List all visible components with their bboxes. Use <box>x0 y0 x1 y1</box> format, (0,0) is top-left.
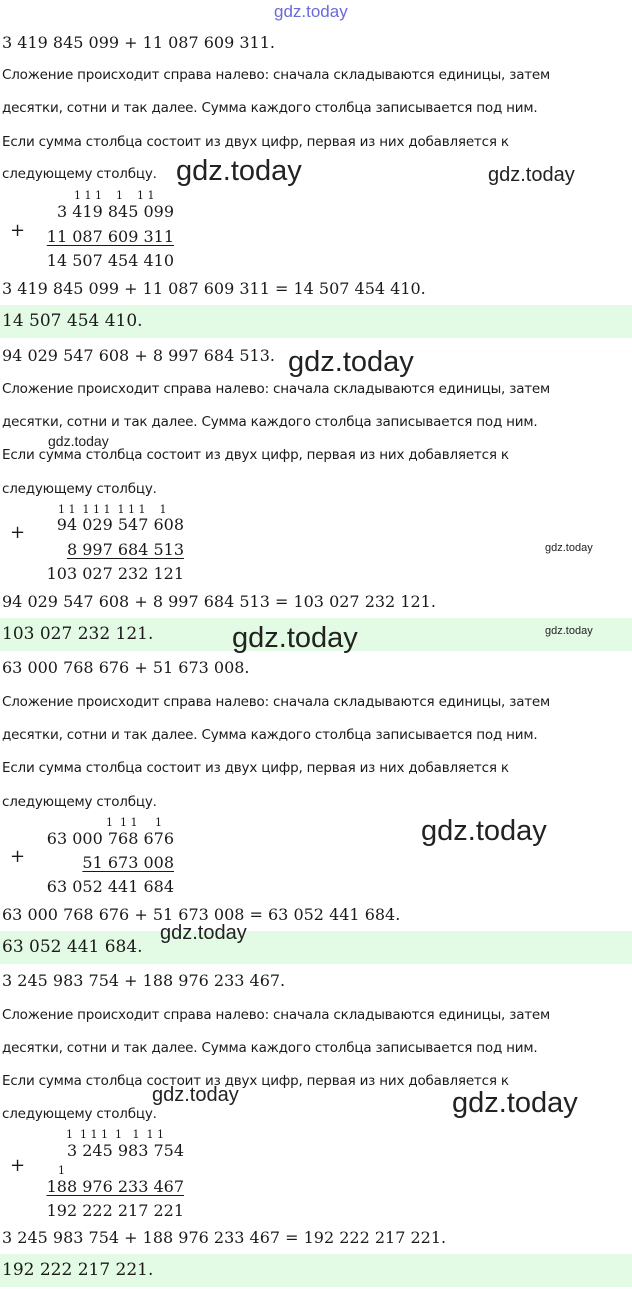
result-2: 94 029 547 608 + 8 997 684 513 = 103 027 232 121. <box>2 592 436 611</box>
answer-row-3 <box>0 931 632 964</box>
addend-a-3: 63 000 768 676 <box>46 829 174 848</box>
plus-sign-3: + <box>10 846 26 867</box>
addend-b-3: 51 673 008 <box>82 853 174 872</box>
explanation-line-3: Если сумма столбца состоит из двух цифр, первая из них добавляется к <box>2 760 509 776</box>
watermark: gdz.today <box>232 622 358 654</box>
explanation-line-4: следующему столбцу. <box>2 1106 157 1122</box>
carry-digits-2: 1 1 1 1 1 1 1 1 1 <box>58 503 167 516</box>
explanation-line-2: десятки, сотни и так далее. Сумма каждого столбца записывается под ним. <box>2 414 538 430</box>
explanation-line-2: десятки, сотни и так далее. Сумма каждого столбца записывается под ним. <box>2 727 538 743</box>
answer-row-1 <box>0 305 632 338</box>
explanation-line-4: следующему столбцу. <box>2 166 157 182</box>
carry-digits-1: 1 1 1 1 1 1 <box>74 189 155 202</box>
task-1: 3 419 845 099 + 11 087 609 311. <box>2 33 275 52</box>
explanation-line-2: десятки, сотни и так далее. Сумма каждого столбца записывается под ним. <box>2 1040 538 1056</box>
explanation-line-1: Сложение происходит справа налево: сначала складываются единицы, затем <box>2 1007 551 1023</box>
task-4: 3 245 983 754 + 188 976 233 467. <box>2 971 286 990</box>
addend-a-4: 3 245 983 754 <box>66 1141 184 1160</box>
plus-sign-2: + <box>10 522 26 543</box>
column-sum-2: 103 027 232 121 <box>46 564 184 583</box>
column-sum-4: 192 222 217 221 <box>46 1201 184 1220</box>
carry-digits-3: 1 1 1 1 <box>106 816 162 829</box>
carry-digits-4: 1 1 1 1 1 1 1 1 <box>66 1128 164 1141</box>
task-2: 94 029 547 608 + 8 997 684 513. <box>2 346 275 365</box>
watermark: gdz.today <box>160 922 247 944</box>
result-4: 3 245 983 754 + 188 976 233 467 = 192 222 217 221. <box>2 1228 447 1247</box>
answer-1: 14 507 454 410. <box>2 311 143 331</box>
explanation-line-3: Если сумма столбца состоит из двух цифр, первая из них добавляется к <box>2 1073 509 1089</box>
answer-3: 63 052 441 684. <box>2 937 143 957</box>
carry-digits-4b: 1 <box>58 1164 65 1177</box>
watermark: gdz.today <box>488 164 575 186</box>
explanation-line-1: Сложение происходит справа налево: сначала складываются единицы, затем <box>2 694 551 710</box>
result-3: 63 000 768 676 + 51 673 008 = 63 052 441 684. <box>2 905 401 924</box>
explanation-line-4: следующему столбцу. <box>2 794 157 810</box>
answer-4: 192 222 217 221. <box>2 1260 154 1280</box>
addend-b-2: 8 997 684 513 <box>66 540 184 559</box>
watermark: gdz.today <box>288 346 414 378</box>
explanation-line-2: десятки, сотни и так далее. Сумма каждого столбца записывается под ним. <box>2 100 538 116</box>
answer-row-4 <box>0 1254 632 1287</box>
watermark: gdz.today <box>545 542 593 554</box>
explanation-line-4: следующему столбцу. <box>2 481 157 497</box>
watermark: gdz.today <box>452 1087 578 1119</box>
watermark: gdz.today <box>176 155 302 187</box>
explanation-line-1: Сложение происходит справа налево: сначала складываются единицы, затем <box>2 67 551 83</box>
addend-b-4: 188 976 233 467 <box>46 1177 184 1196</box>
plus-sign-4: + <box>10 1155 26 1176</box>
explanation-line-3: Если сумма столбца состоит из двух цифр, первая из них добавляется к <box>2 134 509 150</box>
plus-sign-1: + <box>10 220 26 241</box>
addend-a-1: 3 419 845 099 <box>56 202 174 221</box>
explanation-line-3: Если сумма столбца состоит из двух цифр, первая из них добавляется к <box>2 447 509 463</box>
answer-2: 103 027 232 121. <box>2 624 154 644</box>
column-sum-1: 14 507 454 410 <box>46 251 174 270</box>
watermark: gdz.today <box>152 1084 239 1106</box>
watermark: gdz.today <box>545 625 593 637</box>
watermark-top: gdz.today <box>274 2 348 21</box>
watermark: gdz.today <box>48 433 109 449</box>
task-3: 63 000 768 676 + 51 673 008. <box>2 658 250 677</box>
explanation-line-1: Сложение происходит справа налево: сначала складываются единицы, затем <box>2 381 551 397</box>
result-1: 3 419 845 099 + 11 087 609 311 = 14 507 454 410. <box>2 279 426 298</box>
addend-b-1: 11 087 609 311 <box>46 227 174 246</box>
watermark: gdz.today <box>421 815 547 847</box>
column-sum-3: 63 052 441 684 <box>46 877 174 896</box>
addend-a-2: 94 029 547 608 <box>56 515 184 534</box>
